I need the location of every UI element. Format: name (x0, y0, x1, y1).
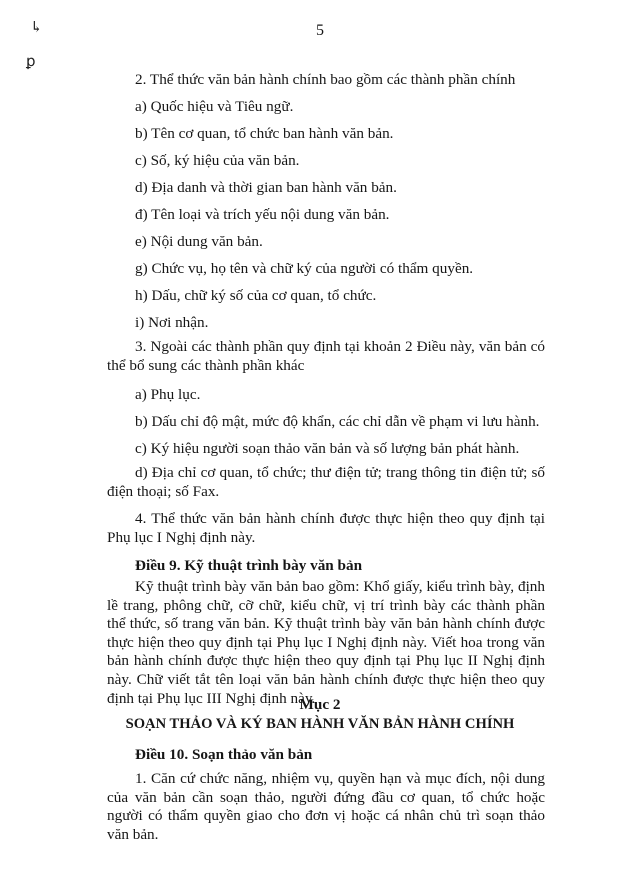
section-label: Mục 2 (299, 696, 341, 713)
page-number: 5 (316, 22, 324, 39)
clause-2-item-d: d) Địa danh và thời gian ban hành văn bản. (135, 179, 397, 196)
clause-2-intro: 2. Thể thức văn bản hành chính bao gồm các thành phần chính (135, 71, 516, 88)
article-9-body: Kỹ thuật trình bày văn bản bao gồm: Khổ giấy, kiểu trình bày, định lề trang, phông chữ, cỡ chữ, kiểu chữ, vị trí trình bày các thành phần thể thức, số trang văn bản. Kỹ thuật trình bày văn bản hành chính được thực hiện theo quy định tại Phụ lục I Nghị định này. Viết hoa trong văn bản hành chính được thực hiện theo quy định tại Phụ lục II Nghị định này. Chữ viết tắt tên loại văn bản hành chính được thực hiện theo quy định tại Phụ lục III Nghị định này. (107, 578, 545, 707)
clause-2-item-a: a) Quốc hiệu và Tiêu ngữ. (135, 98, 294, 115)
clause-3-item-b: b) Dấu chỉ độ mật, mức độ khẩn, các chỉ dẫn về phạm vi lưu hành. (135, 413, 540, 430)
clause-2-item-g: g) Chức vụ, họ tên và chữ ký của người có thẩm quyền. (135, 260, 474, 277)
clause-2-item-h: h) Dấu, chữ ký số của cơ quan, tổ chức. (135, 287, 377, 304)
handwritten-mark-top: ↳ (30, 20, 43, 36)
article-10-clause-1: 1. Căn cứ chức năng, nhiệm vụ, quyền hạn và mục đích, nội dung của văn bản cần soạn thảo, người đứng đầu cơ quan, tổ chức hoặc người có thẩm quyền giao cho đơn vị hoặc cá nhân chủ trì soạn thảo văn bản. (107, 770, 545, 843)
clause-4: 4. Thể thức văn bản hành chính được thực hiện theo quy định tại Phụ lục I Nghị định này. (107, 510, 545, 546)
article-9-title: Điều 9. Kỹ thuật trình bày văn bản (135, 557, 363, 574)
clause-2-item-dd: đ) Tên loại và trích yếu nội dung văn bản. (135, 206, 390, 223)
clause-2-item-e: e) Nội dung văn bản. (135, 233, 263, 250)
clause-2-item-b: b) Tên cơ quan, tổ chức ban hành văn bản. (135, 125, 394, 142)
clause-3-item-c: c) Ký hiệu người soạn thảo văn bản và số lượng bản phát hành. (135, 440, 520, 457)
article-10-title: Điều 10. Soạn thảo văn bản (135, 746, 313, 763)
clause-3-item-a: a) Phụ lục. (135, 386, 201, 403)
clause-2-item-c: c) Số, ký hiệu của văn bản. (135, 152, 300, 169)
clause-3-intro: 3. Ngoài các thành phần quy định tại khoản 2 Điều này, văn bản có thể bổ sung các thành phần khác (107, 338, 545, 374)
section-title: SOẠN THẢO VÀ KÝ BAN HÀNH VĂN BẢN HÀNH CHÍNH (125, 716, 515, 732)
clause-2-item-i: i) Nơi nhận. (135, 314, 209, 331)
clause-3-item-d: d) Địa chỉ cơ quan, tổ chức; thư điện tử; trang thông tin điện tử; số điện thoại; số Fax. (107, 464, 545, 500)
handwritten-mark-bottom: ꝑ (26, 54, 36, 70)
